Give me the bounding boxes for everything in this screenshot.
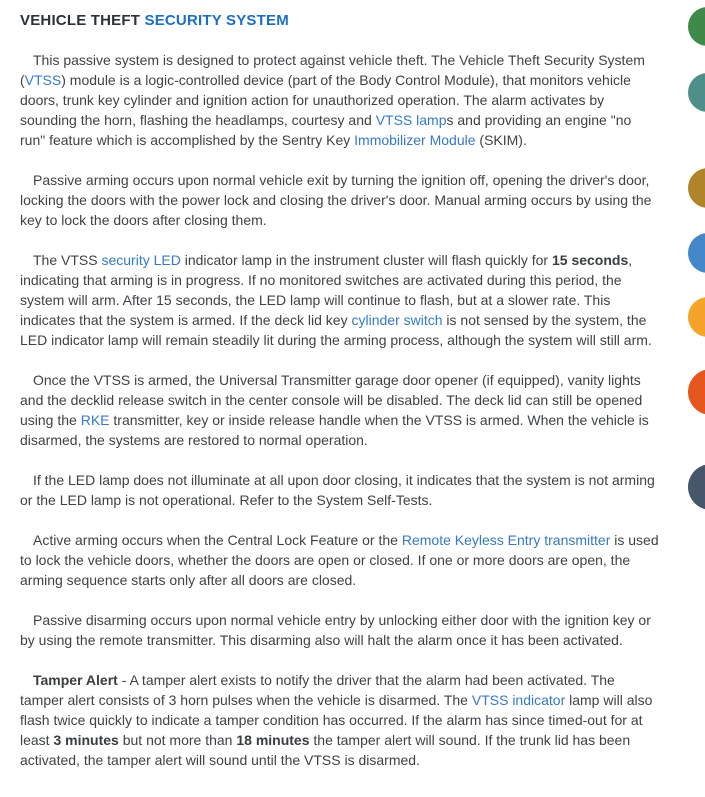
body-text: Once the VTSS is armed, the Universal Transmitter garage door opener (if equipped), vanity lights and the decklid release switch in the center console will be disabled. The deck lid can still be opened using the [20, 372, 643, 428]
paragraph [20, 250, 660, 350]
bold-text: Tamper Alert [33, 672, 118, 688]
body-text: Passive arming occurs upon normal vehicle exit by turning the ignition off, opening the driver's door, locking the doors with the power lock and closing the driver's door. Manual arming occurs by using the key to lock the doors after closing them. [20, 172, 652, 228]
body-text: ) module is a logic-controlled device (part of the Body Control Module), that monitors vehicle doors, trunk key cylinder and ignition action for unauthorized operation. The alarm activates by sounding the horn, flashing the headlamps, courtesy and [20, 72, 631, 128]
inline-link[interactable]: security LED [101, 252, 181, 268]
paragraph [20, 530, 660, 590]
circle-marker-green[interactable] [688, 7, 705, 46]
body-text: the tamper alert will sound. If the trunk lid has been activated, the tamper alert will sound until the VTSS is disarmed. [20, 732, 631, 768]
body-text: indicator lamp in the instrument cluster will flash quickly for [180, 252, 552, 268]
body-text: lamp will also flash twice quickly to indicate a tamper condition has occurred. If the alarm has since timed-out for at least [20, 692, 653, 748]
inline-link[interactable]: VTSS [24, 72, 62, 88]
bold-text: 15 seconds [551, 252, 629, 268]
body-text: (SKIM). [475, 132, 527, 148]
body-text: - A tamper alert exists to notify the driver that the alarm had been activated. The tamper alert consists of 3 horn pulses when the vehicle is disarmed. The [20, 672, 615, 708]
inline-link[interactable]: VTSS lamp [375, 112, 447, 128]
paragraph [20, 670, 660, 770]
body-text: The VTSS [33, 252, 102, 268]
paragraph [20, 370, 660, 450]
paragraph [20, 610, 660, 650]
body-text: Passive disarming occurs upon normal vehicle entry by unlocking either door with the ignition key or by using the remote transmitter. This disarming also will halt the alarm once it has been activated. [20, 612, 651, 648]
bold-text: 3 minutes [53, 732, 119, 748]
circle-marker-gold[interactable] [688, 168, 705, 208]
body-text: but not more than [118, 732, 237, 748]
inline-link[interactable]: cylinder switch [351, 312, 443, 328]
body-text: This passive system is designed to protect against vehicle theft. The Vehicle Theft Security System ( [20, 52, 645, 88]
inline-link[interactable]: VTSS indicator [471, 692, 566, 708]
page-title [20, 12, 660, 30]
inline-link[interactable]: Remote Keyless Entry transmitter [401, 532, 611, 548]
page-title-link[interactable]: SECURITY SYSTEM [144, 12, 289, 29]
inline-link[interactable]: RKE [80, 412, 110, 428]
circle-marker-red[interactable] [688, 369, 705, 415]
body-text: , indicating that arming is in progress. If no monitored switches are activated during this period, the system will arm. After 15 seconds, the LED lamp will continue to flash, but at a slower rate. This indicates that the system is armed. If the deck lid key [20, 252, 633, 328]
bold-text: 18 minutes [236, 732, 310, 748]
body-text: is not sensed by the system, the LED indicator lamp will remain steadily lit during the arming process, although the system will still arm. [20, 312, 652, 348]
circle-marker-blue[interactable] [688, 233, 705, 273]
body-text: Active arming occurs when the Central Lock Feature or the [33, 532, 402, 548]
body-text: s and providing an engine "no run" feature which is accomplished by the Sentry Key [20, 112, 632, 148]
circle-marker-orange[interactable] [688, 297, 705, 337]
paragraph [20, 50, 660, 150]
page-title-dark-text: VEHICLE THEFT [20, 12, 145, 29]
paragraph [20, 170, 660, 230]
body-text: If the LED lamp does not illuminate at all upon door closing, it indicates that the system is not arming or the LED lamp is not operational. Refer to the System Self-Tests. [20, 472, 655, 508]
document-page [20, 12, 660, 770]
article-body [20, 50, 660, 770]
body-text: transmitter, key or inside release handle when the VTSS is armed. When the vehicle is disarmed, the systems are restored to normal operation. [20, 412, 649, 448]
body-text: is used to lock the vehicle doors, whether the doors are open or closed. If one or more doors are open, the arming sequence starts only after all doors are closed. [20, 532, 659, 588]
inline-link[interactable]: Immobilizer Module [354, 132, 476, 148]
circle-marker-slate[interactable] [688, 464, 705, 510]
circle-marker-teal[interactable] [688, 73, 705, 112]
paragraph [20, 470, 660, 510]
